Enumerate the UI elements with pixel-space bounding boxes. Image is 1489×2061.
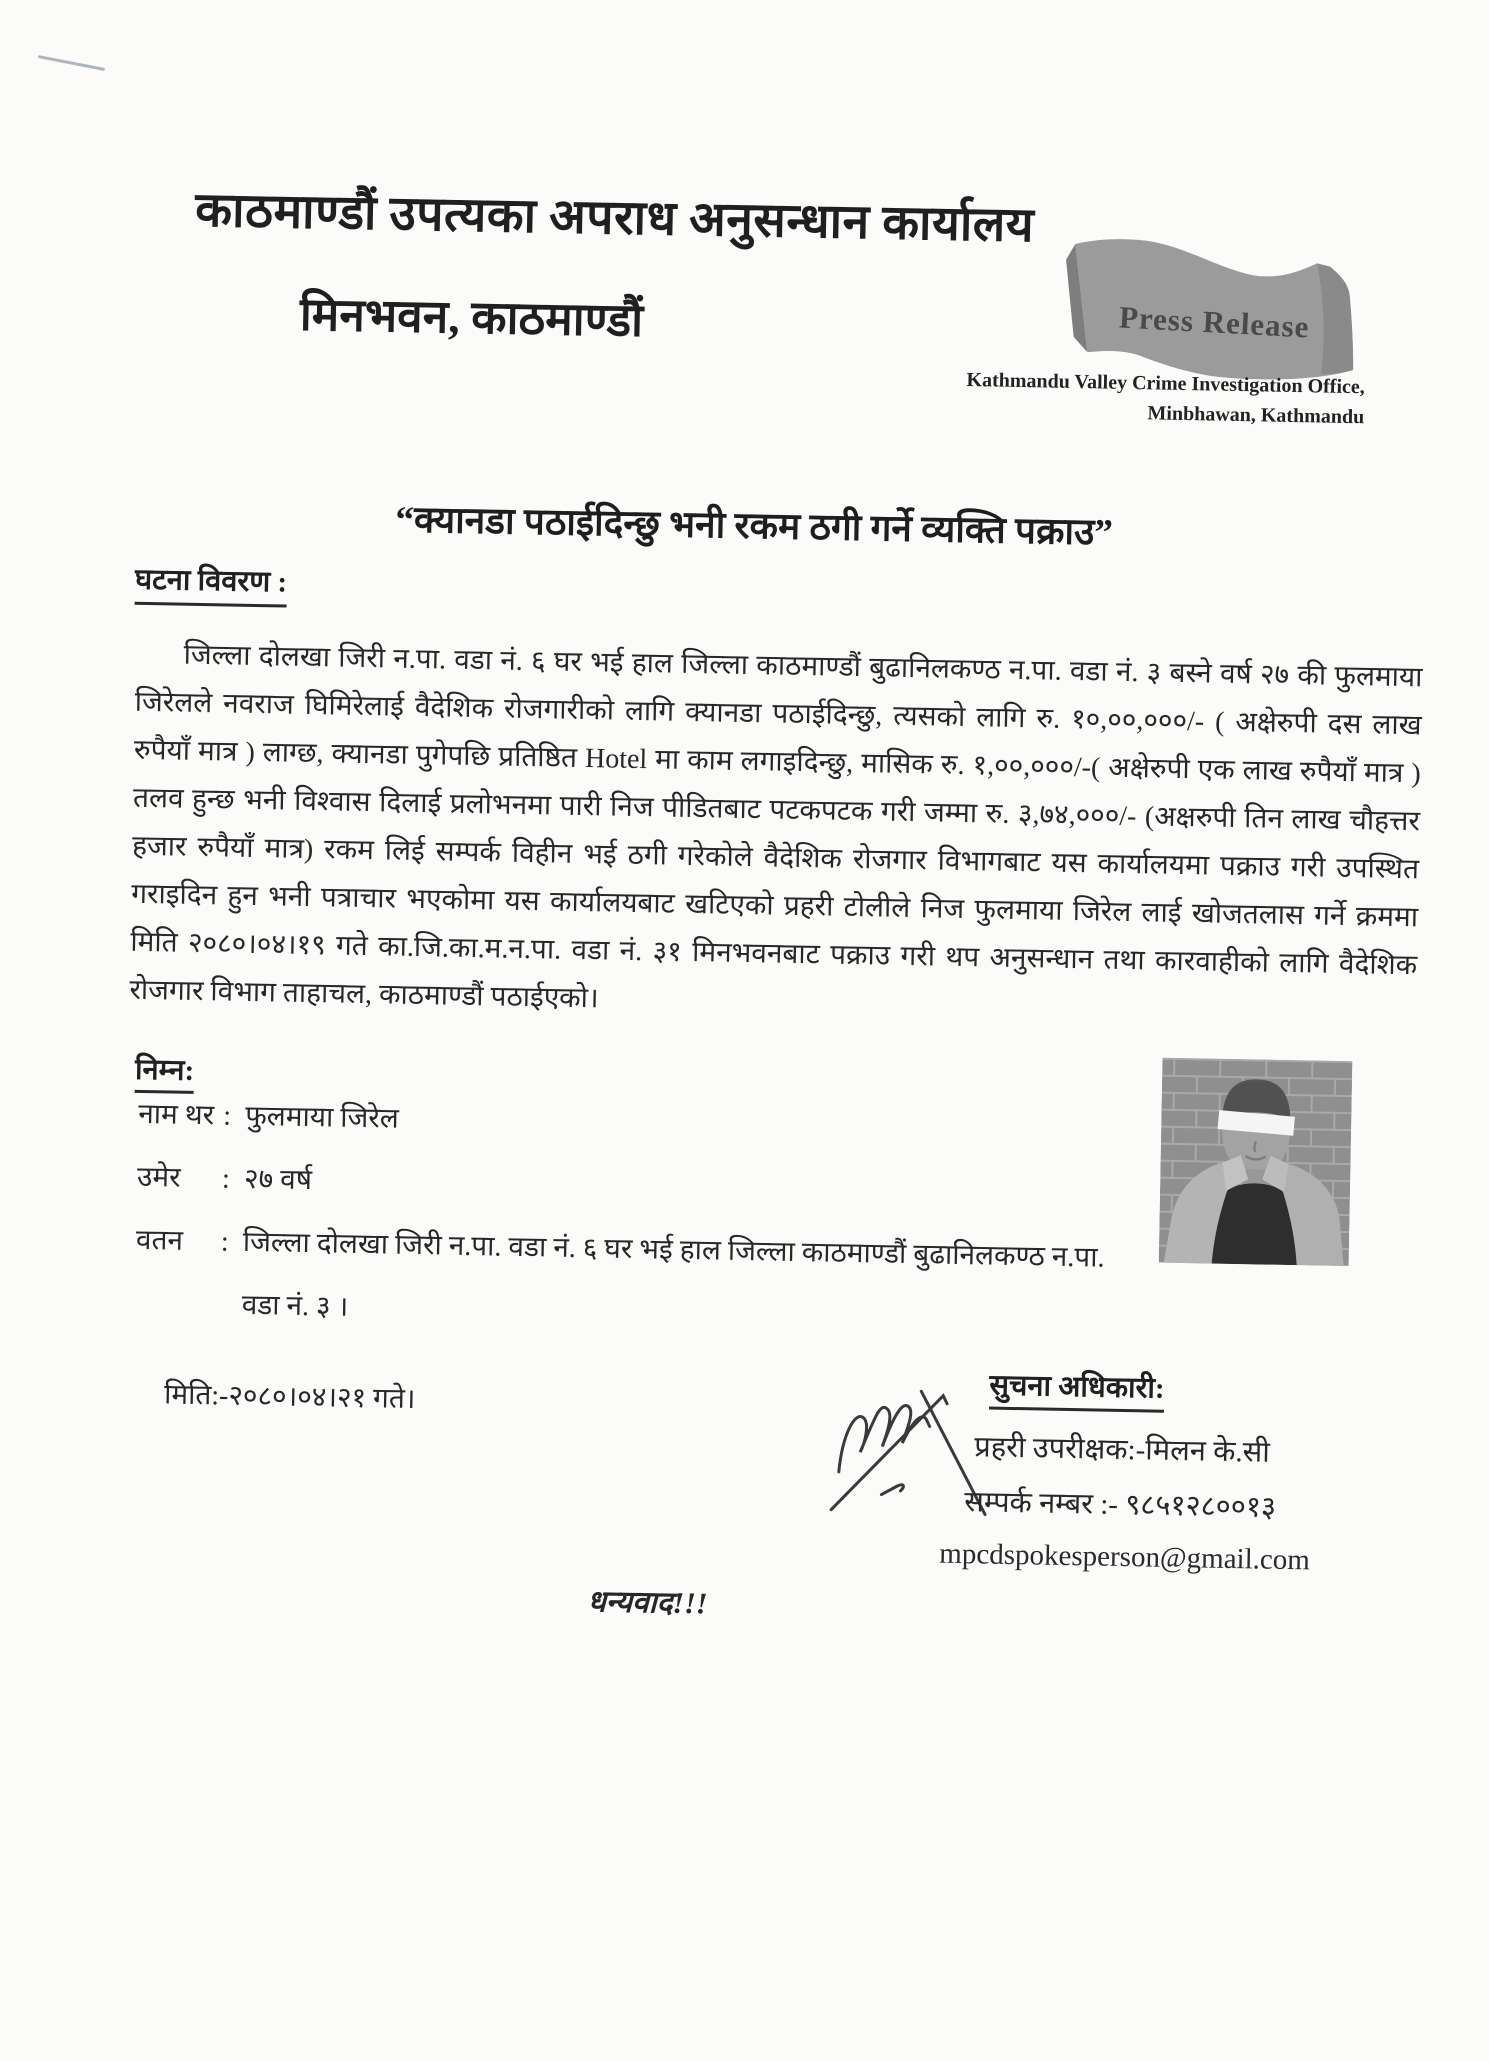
suspect-address-label: वतन (135, 1224, 184, 1257)
office-name-english (902, 364, 1365, 432)
incident-body-paragraph: जिल्ला दोलखा जिरी न.पा. वडा नं. ६ घर भई हाल जिल्ला काठमाण्डौं बुढानिलकण्ठ न.पा. वडा नं. ३ बस्ने वर्ष २७ की फुलमाया जिरेलले नवराज घिमिरेलाई वैदेशिक रोजगारीको लागि क्यानडा पठाईदिन्छु, त्यसको लागि रु. १०,००,०००/- ( अक्षेरुपी दस लाख रुपैयाँ मात्र ) लाग्छ, क्यानडा पुगेपछि प्रतिष्ठित Hotel मा काम लगाइदिन्छु, मासिक रु. १,००,०००/-( अक्षेरुपी एक लाख रुपैयाँ मात्र ) तलव हुन्छ भनी विश्वास दिलाई प्रलोभनमा पारी निज पीडितबाट पटकपटक गरी जम्मा रु. ३,७४,०००/- (अक्षरुपी तिन लाख चौहत्तर हजार रुपैयाँ मात्र) रकम लिई सम्पर्क विहीन भई ठगी गरेकोले वैदेशिक रोजगार विभागबाट यस कार्यालयमा पक्राउ गरी उपस्थित गराइदिन हुन भनी पत्राचार भएकोमा यस कार्यालयबाट खटिएको प्रहरी टोलीले निज फुलमाया जिरेल लाई खोजतलास गर्ने क्रममा मिति २०८०।०४।१९ गते का.जि.का.म.न.पा. वडा नं. ३१ मिनभवनबाट पक्राउ गरी थप अनुसन्धान तथा कारवाहीको लागि वैदेशिक रोजगार विभाग ताहाचल, काठमाण्डौं पठाईएको। (129, 639, 1423, 1015)
office-name-english-line2: Minbhawan, Kathmandu (1147, 402, 1365, 429)
press-release-ribbon-icon (1063, 238, 1357, 381)
incident-section-label: घटना विवरण : (135, 559, 288, 608)
office-name-nepali: काठमाण्डौं उपत्यका अपराध अनुसन्धान कार्यालय (194, 183, 1035, 253)
suspect-address-row (134, 1209, 1166, 1354)
press-release-headline: “क्यानडा पठाईदिन्छु भनी रकम ठगी गर्ने व्यक्ति पक्राउ” (395, 499, 1114, 554)
officer-name: प्रहरी उपरीक्षक:-मिलन के.सी (973, 1431, 1271, 1469)
suspect-age-label: उमेर (136, 1161, 181, 1194)
release-date: मिति:-२०८०।०४।२१ गते। (163, 1379, 416, 1416)
suspect-address-value (241, 1211, 1166, 1354)
contact-number: सम्पर्क नम्बर :- ९८५१२८००१३ (963, 1486, 1277, 1524)
information-officer-label: सुचना अधिकारी: (989, 1365, 1165, 1413)
suspect-details (134, 1083, 1168, 1354)
colon: : (221, 1163, 231, 1195)
suspect-address-line1: जिल्ला दोलखा जिरी न.पा. वडा नं. ६ घर भई हाल जिल्ला काठमाण्डौं बुढानिलकण्ठ न.पा. (242, 1226, 1105, 1274)
colon: : (222, 1100, 232, 1132)
spokesperson-email: mpcdspokesperson@gmail.com (939, 1537, 1311, 1577)
pen-mark-artifact (38, 55, 105, 71)
suspect-photo-image (1159, 1058, 1353, 1266)
press-release-stamp (1063, 238, 1357, 381)
thanks-note: धन्यवाद!!! (587, 1585, 708, 1621)
suspect-age-value: २७ वर्ष (243, 1163, 313, 1197)
suspect-photo (1159, 1058, 1353, 1266)
office-location-nepali: मिनभवन, काठमाण्डौं (299, 288, 644, 347)
suspect-section-label: निम्न: (135, 1049, 195, 1094)
press-release-stamp-label: Press Release (1118, 299, 1311, 345)
suspect-name-value: फुलमाया जिरेल (244, 1100, 400, 1135)
office-name-english-line1: Kathmandu Valley Crime Investigation Office, (966, 368, 1365, 399)
colon: : (220, 1226, 229, 1258)
suspect-address-line2: वडा नं. ३ । (241, 1289, 349, 1323)
suspect-name-label: नाम थर (137, 1098, 215, 1132)
